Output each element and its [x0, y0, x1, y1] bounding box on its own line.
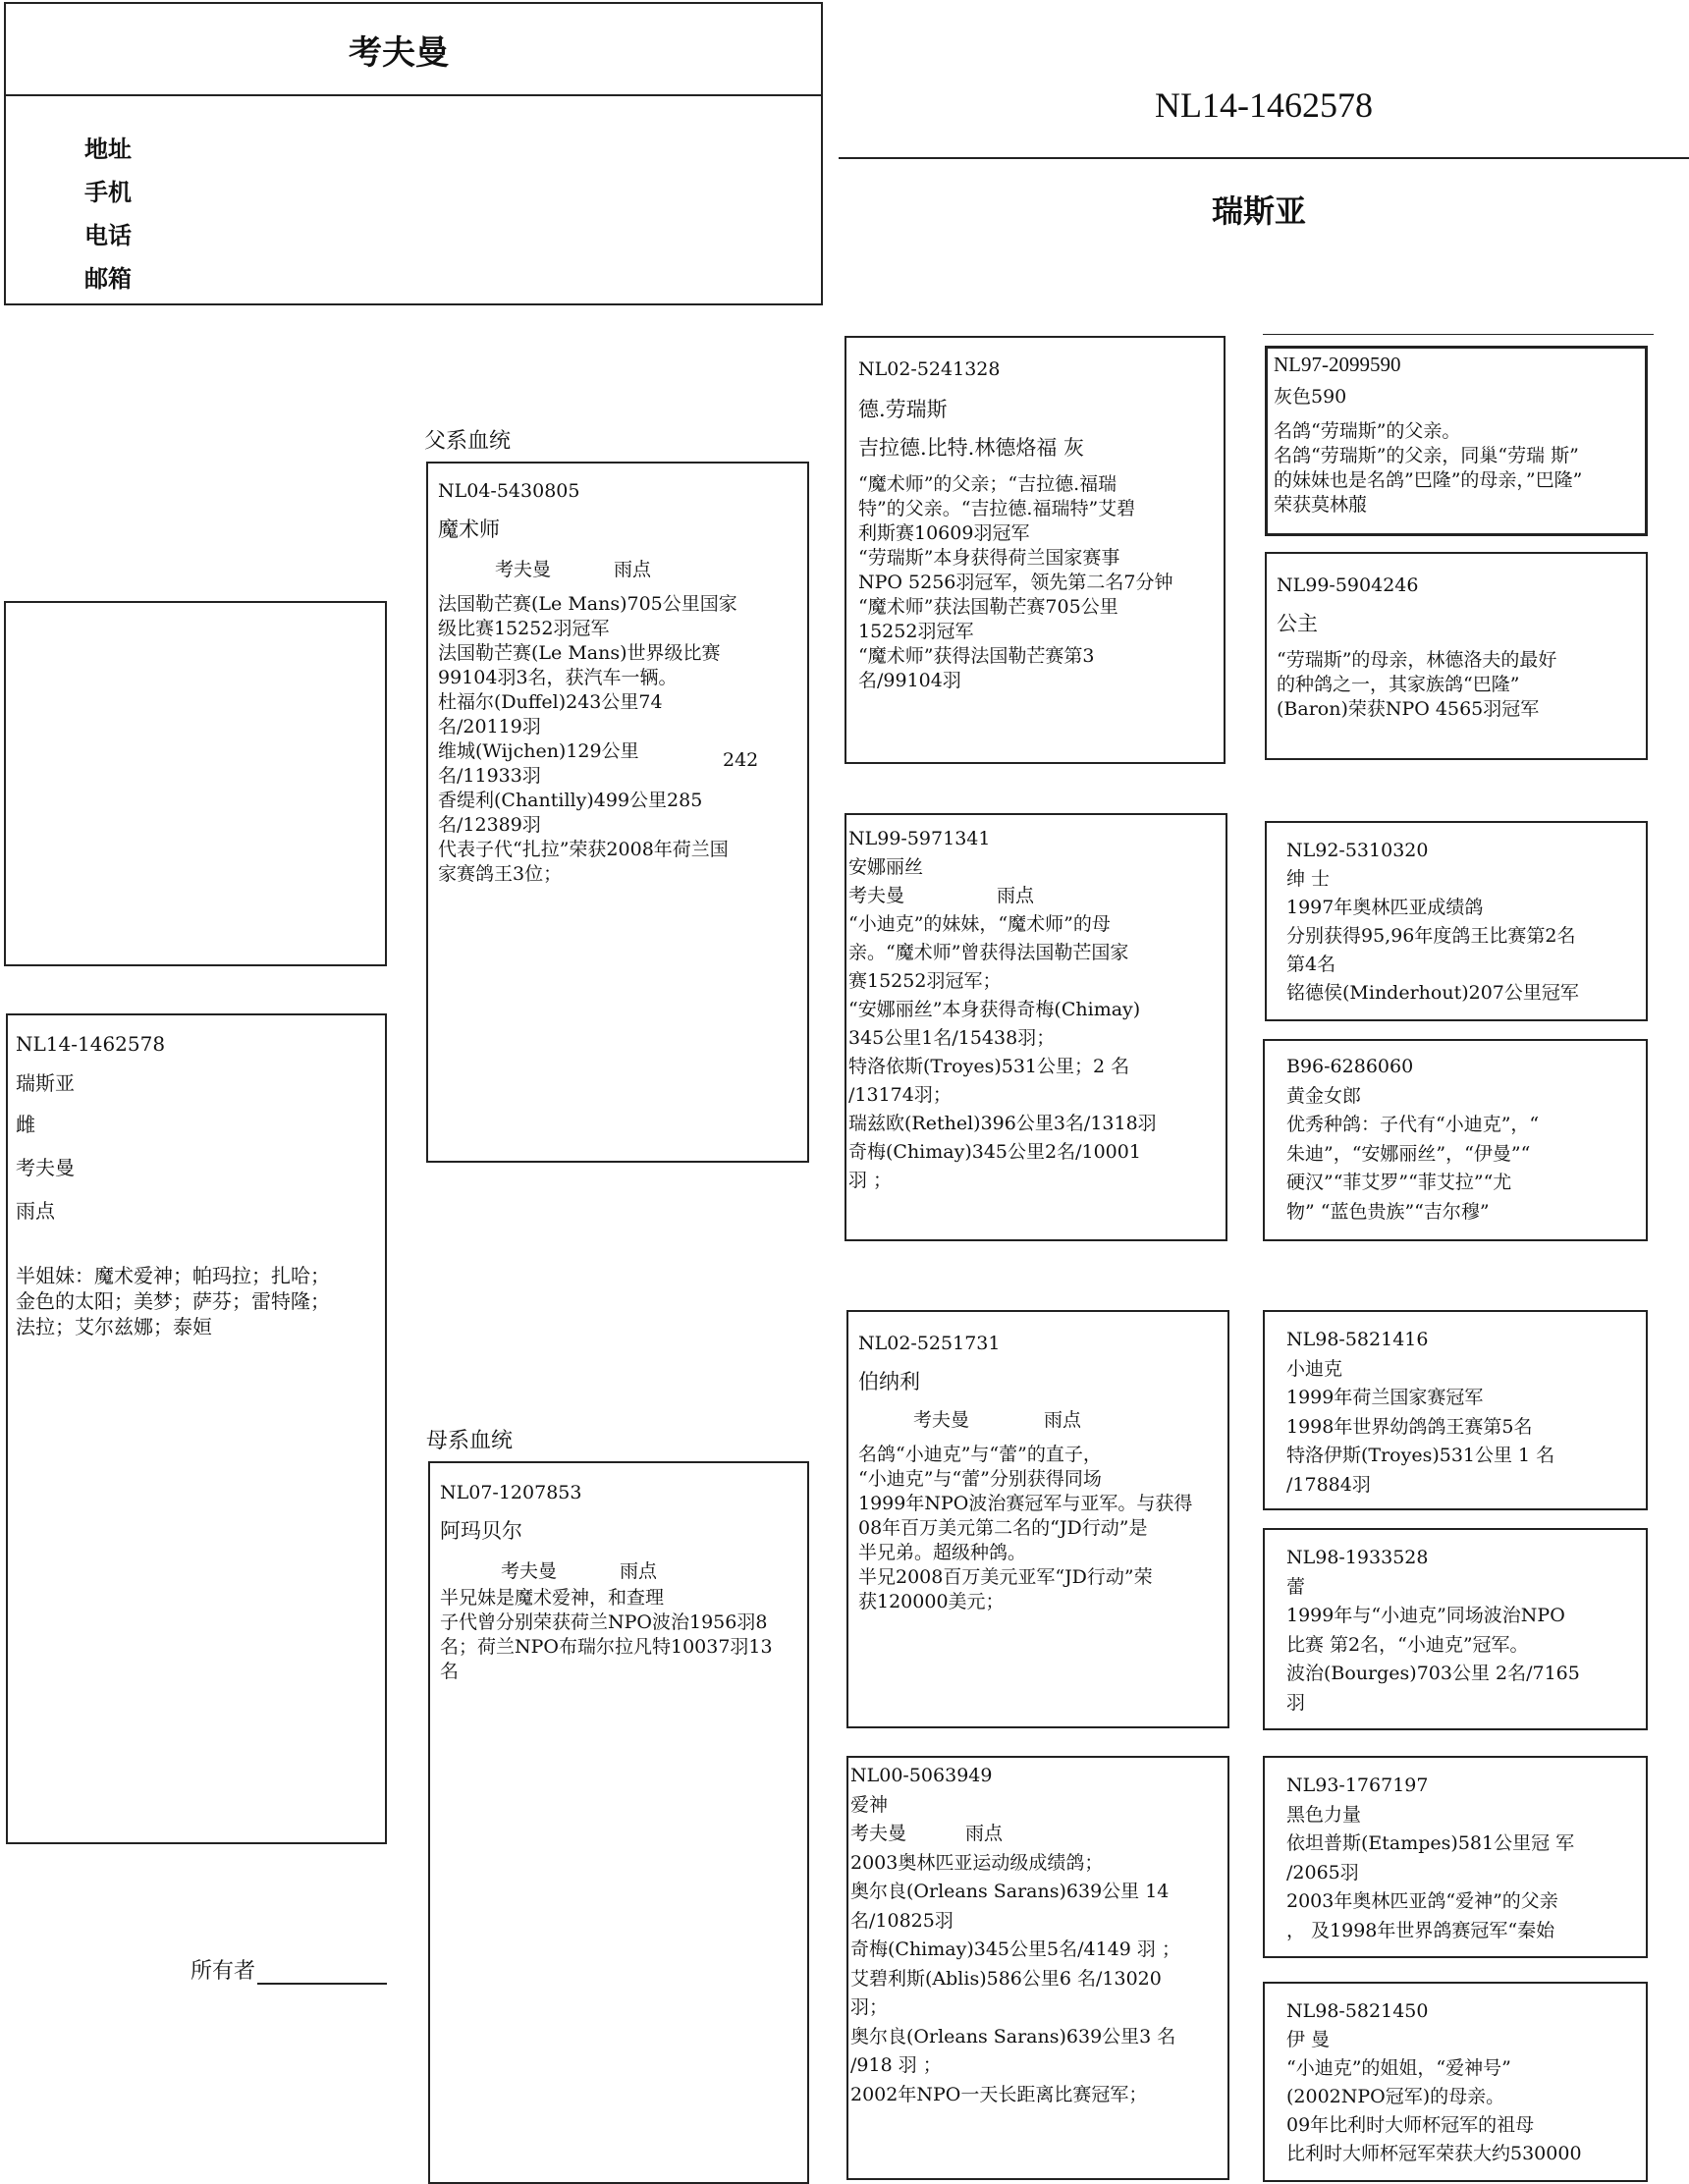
- father-result: 法国勒芒赛(Le Mans)705公里国家: [438, 593, 737, 615]
- mm-result: 奥尔良(Orleans Sarans)639公里 14: [850, 1881, 1170, 1902]
- mmf-result: ， 及1998年世界鸽赛冠军“秦始: [1286, 1919, 1555, 1941]
- subject-sex: 雌: [16, 1113, 35, 1136]
- ff-name: 德.劳瑞斯: [858, 398, 948, 421]
- fff-result: 的妹妹也是名鸽”巴隆”的母亲，”巴隆”: [1274, 469, 1583, 491]
- owner-header-box: [4, 2, 823, 305]
- mff-name: 小迪克: [1286, 1357, 1343, 1380]
- fm-ring: NL99-5971341: [848, 828, 991, 849]
- subject-breeder: 考夫曼: [16, 1156, 75, 1179]
- mf-breeder-row: [858, 1408, 1227, 1433]
- fmm-result: 朱迪”，“安娜丽丝”，“伊曼”“: [1286, 1142, 1531, 1165]
- subject-box: [6, 1013, 387, 1844]
- photo-box: [4, 601, 387, 966]
- father-breeder-row: [438, 558, 807, 582]
- mother-breeder: 考夫曼: [501, 1560, 558, 1582]
- mm-result: 2003奥林匹亚运动级成绩鸽；: [850, 1851, 1104, 1874]
- mmf-result: 2003年奥林匹亚鸽“爱神”的父亲: [1286, 1890, 1558, 1912]
- father-strain: 雨点: [614, 559, 652, 580]
- father-result: 代表子代“扎拉”荣获2008年荷兰国: [438, 839, 729, 860]
- phone-label: 电话: [84, 222, 132, 249]
- mf-name: 伯纳利: [858, 1370, 920, 1393]
- mf-box: [846, 1310, 1229, 1728]
- mf-result: 获120000美元；: [858, 1591, 1005, 1612]
- mm-breeder: 考夫曼: [850, 1823, 907, 1844]
- mfm-name: 蕾: [1286, 1575, 1306, 1598]
- header-divider: [6, 94, 823, 96]
- bird-name-title: 瑞斯亚: [1212, 192, 1307, 230]
- fff-name: 灰色590: [1274, 386, 1347, 408]
- mm-strain: 雨点: [965, 1823, 1004, 1844]
- father-result: 维城(Wijchen)129公里: [438, 740, 639, 762]
- father-result: 家赛鸽王3位；: [438, 863, 563, 885]
- ff-result: NPO 5256羽冠军，领先第二名7分钟: [858, 572, 1173, 593]
- ffm-result: (Baron)荣获NPO 4565羽冠军: [1277, 698, 1540, 720]
- ff-box: [844, 336, 1226, 764]
- ff-result: 特”的父亲。“吉拉德.福瑞特”艾碧: [858, 498, 1136, 519]
- ffm-result: “劳瑞斯”的母亲，林德洛夫的最好: [1277, 649, 1557, 671]
- mm-breeder-row: [850, 1820, 1227, 1849]
- father-ring: NL04-5430805: [438, 480, 580, 502]
- ff-result: “魔术师”的父亲；“吉拉德.福瑞: [858, 473, 1117, 495]
- father-result: 名/12389羽: [438, 814, 541, 836]
- father-name: 魔术师: [438, 518, 500, 541]
- mmf-ring: NL93-1767197: [1286, 1774, 1429, 1796]
- mf-breeder: 考夫曼: [913, 1409, 970, 1431]
- mmf-result: /2065羽: [1286, 1861, 1359, 1884]
- mmm-ring: NL98-5821450: [1286, 2000, 1429, 2022]
- mother-result: 名；荷兰NPO布瑞尔拉凡特10037羽13: [440, 1636, 773, 1658]
- mf-result: 半兄弟。超级种鸽。: [858, 1542, 1027, 1563]
- father-result: 香缇利(Chantilly)499公里285: [438, 790, 703, 811]
- fmf-result: 第4名: [1286, 954, 1336, 975]
- fmm-box: [1263, 1039, 1648, 1241]
- father-breeder: 考夫曼: [495, 559, 552, 580]
- fm-result: /13174羽；: [848, 1084, 952, 1106]
- father-result: 名/20119羽: [438, 716, 541, 737]
- fff-ring: NL97-2099590: [1274, 353, 1401, 376]
- fff-box: [1265, 346, 1648, 536]
- mm-result: 羽；: [850, 1996, 889, 2018]
- signature-line: [257, 1961, 387, 1985]
- father-result: 名/11933羽: [438, 765, 541, 787]
- fm-result: 345公里1名/15438羽；: [848, 1027, 1056, 1049]
- ff-result: “劳瑞斯”本身获得荷兰国家赛事: [858, 547, 1120, 569]
- ffm-name: 公主: [1277, 612, 1318, 635]
- ff-result: “魔术师”获法国勒芒赛705公里: [858, 596, 1118, 618]
- fm-name: 安娜丽丝: [848, 856, 924, 878]
- email-label: 邮箱: [84, 265, 132, 293]
- title-divider: [839, 157, 1689, 159]
- fff-result: 名鸽“劳瑞斯”的父亲。: [1274, 420, 1461, 442]
- owner-name: 考夫曼: [349, 33, 449, 73]
- mff-result: /17884羽: [1286, 1473, 1371, 1496]
- siblings-line: 法拉；艾尔兹娜；泰姮: [16, 1315, 212, 1338]
- mm-ring: NL00-5063949: [850, 1765, 993, 1786]
- mmf-result: 依坦普斯(Etampes)581公里冠 军: [1286, 1832, 1575, 1854]
- father-result: 级比赛15252羽冠军: [438, 618, 610, 639]
- mmm-result: 比利时大师杯冠军荣获大约530000: [1286, 2143, 1582, 2164]
- mm-result: 奇梅(Chimay)345公里5名/4149 羽 ；: [850, 1938, 1180, 1960]
- mmf-name: 黑色力量: [1286, 1803, 1362, 1826]
- fmf-result: 铭德侯(Minderhout)207公里冠军: [1286, 982, 1579, 1004]
- mff-result: 1999年荷兰国家赛冠军: [1286, 1387, 1484, 1408]
- fmm-result: 物” “蓝色贵族”“吉尔穆”: [1286, 1200, 1490, 1223]
- mother-breeder-row: [440, 1559, 807, 1584]
- mfm-ring: NL98-1933528: [1286, 1547, 1429, 1568]
- fm-result: 赛15252羽冠军；: [848, 970, 1002, 992]
- ffm-box: [1265, 552, 1648, 760]
- contact-labels: [84, 128, 132, 300]
- father-result: 法国勒芒赛(Le Mans)世界级比赛: [438, 642, 721, 664]
- mother-strain: 雨点: [620, 1560, 658, 1582]
- fm-result: “小迪克”的妹妹，“魔术师”的母: [848, 913, 1111, 935]
- fmm-result: 硬汉”“菲艾罗”“菲艾拉”“尤: [1286, 1172, 1512, 1193]
- mf-result: “小迪克”与“蕾”分别获得同场: [858, 1468, 1102, 1490]
- mobile-label: 手机: [84, 179, 132, 206]
- siblings-line: 金色的太阳；美梦；萨芬；雷特隆；: [16, 1289, 330, 1313]
- father-result: 杜福尔(Duffel)243公里74: [438, 691, 663, 713]
- mf-result: 半兄2008百万美元亚军“JD行动”荣: [858, 1566, 1153, 1588]
- ff-result: 利斯赛10609羽冠军: [858, 522, 1030, 544]
- mm-box: [846, 1756, 1229, 2180]
- mm-name: 爱神: [850, 1793, 889, 1816]
- ff-result: 15252羽冠军: [858, 621, 974, 642]
- fmf-result: 分别获得95,96年度鸽王比赛第2名: [1286, 925, 1576, 947]
- mf-result: 08年百万美元第二名的“JD行动”是: [858, 1517, 1148, 1539]
- ffm-result: 的种鸽之一，其家族鸽“巴隆”: [1277, 674, 1520, 695]
- mm-result: /918 羽 ；: [850, 2054, 942, 2076]
- mff-result: 特洛伊斯(Troyes)531公里 1 名: [1286, 1445, 1555, 1466]
- fm-result: “安娜丽丝”本身获得奇梅(Chimay): [848, 999, 1141, 1020]
- mm-result: 2002年NPO一天长距离比赛冠军；: [850, 2083, 1148, 2105]
- mm-result: 艾碧利斯(Ablis)586公里6 名/13020: [850, 1967, 1162, 1990]
- mfm-result: 羽: [1286, 1691, 1306, 1714]
- ring-id-title: NL14-1462578: [1155, 85, 1373, 125]
- subject-name: 瑞斯亚: [16, 1071, 75, 1095]
- mother-name: 阿玛贝尔: [440, 1519, 522, 1543]
- ff-ring: NL02-5241328: [858, 358, 1001, 380]
- ff-result: 名/99104羽: [858, 670, 961, 691]
- mff-ring: NL98-5821416: [1286, 1329, 1429, 1350]
- siblings-line: 半姐妹：魔术爱神；帕玛拉；扎哈；: [16, 1264, 330, 1287]
- paternal-title: 父系血统: [424, 429, 512, 454]
- top-right-divider: [1263, 334, 1654, 335]
- fff-result: 名鸽“劳瑞斯”的父亲，同巢“劳瑞 斯”: [1274, 445, 1579, 466]
- fm-breeder: 考夫曼: [848, 885, 905, 906]
- mother-box: [428, 1461, 809, 2184]
- fm-breeder-row: [848, 882, 1226, 910]
- fmm-name: 黄金女郎: [1286, 1084, 1362, 1107]
- owner-label: 所有者: [191, 1959, 256, 1984]
- father-result: 99104羽3名，获汽车一辆。: [438, 667, 678, 688]
- fm-strain: 雨点: [997, 885, 1035, 906]
- mfm-result: 比赛 第2名，“小迪克”冠军。: [1286, 1633, 1529, 1656]
- mmm-result: (2002NPO冠军)的母亲。: [1286, 2086, 1505, 2107]
- mf-result: 名鸽“小迪克”与“蕾”的直子，: [858, 1444, 1102, 1465]
- mmm-name: 伊 曼: [1286, 2029, 1331, 2050]
- fm-result: 特洛依斯(Troyes)531公里；2 名: [848, 1056, 1130, 1077]
- fmf-result: 1997年奥林匹亚成绩鸽: [1286, 897, 1484, 918]
- father-box: [426, 462, 809, 1163]
- mff-result: 1998年世界幼鸽鸽王赛第5名: [1286, 1415, 1533, 1438]
- mm-result: 奥尔良(Orleans Sarans)639公里3 名: [850, 2025, 1176, 2048]
- mmf-box: [1263, 1756, 1648, 1958]
- maternal-title: 母系血统: [426, 1429, 514, 1453]
- mf-result: 1999年NPO波治赛冠军与亚军。与获得: [858, 1493, 1193, 1514]
- subject-strain: 雨点: [16, 1199, 55, 1223]
- mmm-box: [1263, 1982, 1648, 2182]
- mother-ring: NL07-1207853: [440, 1482, 582, 1503]
- fm-box: [844, 813, 1227, 1241]
- fmf-box: [1265, 821, 1648, 1021]
- mmm-result: “小迪克”的姐姐，“爱神号”: [1286, 2057, 1511, 2079]
- mother-result: 半兄妹是魔术爱神，和查理: [440, 1587, 665, 1609]
- mfm-result: 1999年与“小迪克”同场波治NPO: [1286, 1605, 1565, 1626]
- subject-ring: NL14-1462578: [16, 1032, 166, 1056]
- ff-result: “魔术师”获得法国勒芒赛第3: [858, 645, 1095, 667]
- mother-result: 名: [440, 1661, 460, 1682]
- mff-box: [1263, 1310, 1648, 1510]
- fmf-name: 绅 士: [1286, 868, 1331, 890]
- fm-result: 羽 ；: [848, 1170, 893, 1191]
- father-side-value: 242: [723, 749, 759, 771]
- mf-strain: 雨点: [1044, 1409, 1082, 1431]
- mother-result: 子代曾分别荣获荷兰NPO波治1956羽8: [440, 1611, 768, 1633]
- fmf-ring: NL92-5310320: [1286, 840, 1429, 861]
- mm-result: 名/10825羽: [850, 1909, 953, 1932]
- ffm-ring: NL99-5904246: [1277, 574, 1419, 596]
- mf-ring: NL02-5251731: [858, 1333, 1001, 1354]
- mmm-result: 09年比利时大师杯冠军的祖母: [1286, 2114, 1535, 2136]
- fff-result: 荣获莫林菔: [1274, 494, 1368, 516]
- fm-result: 瑞兹欧(Rethel)396公里3名/1318羽: [848, 1113, 1157, 1134]
- fmm-result: 优秀种鸽：子代有“小迪克”，“: [1286, 1114, 1540, 1135]
- fm-result: 亲。“魔术师”曾获得法国勒芒国家: [848, 942, 1129, 963]
- mfm-result: 波治(Bourges)703公里 2名/7165: [1286, 1663, 1580, 1684]
- ff-sub: 吉拉德.比特.林德烙福 灰: [858, 436, 1085, 460]
- owner-signature: [191, 1954, 387, 1985]
- address-label: 地址: [84, 136, 132, 163]
- fmm-ring: B96-6286060: [1286, 1056, 1414, 1077]
- mfm-box: [1263, 1528, 1648, 1730]
- fm-result: 奇梅(Chimay)345公里2名/10001: [848, 1141, 1141, 1163]
